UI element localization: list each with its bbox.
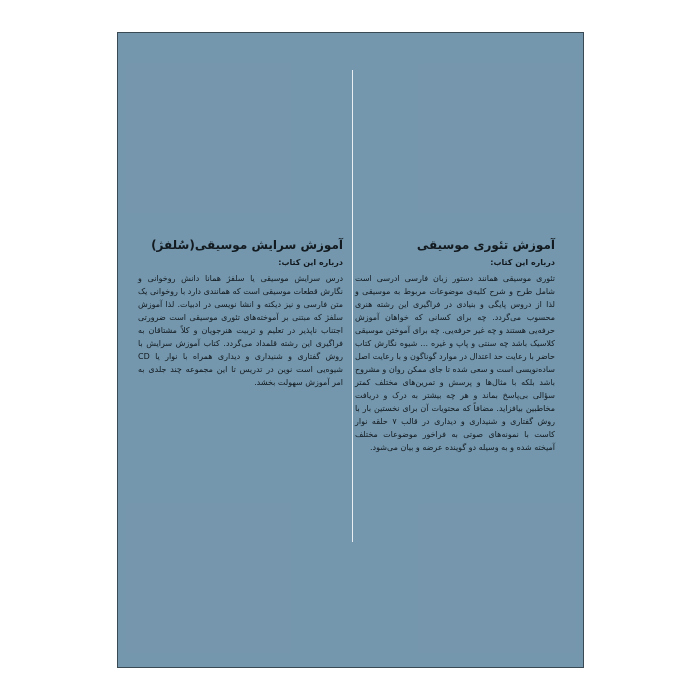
theory-book-section bbox=[355, 238, 555, 454]
background-panel bbox=[126, 63, 291, 213]
solfege-book-section bbox=[138, 238, 343, 389]
theory-book-description: تئوری موسیقی همانند دستور زبان فارسی ادرسی است شامل طرح و شرح کلیه‌ی موضوعات مربوط به موسیقی و لذا از دروس پایگی و بنیادی در فراگیری این رشته هنری محسوب می‌گردد. چه برای کسانی که خواهان آموزش حرفه‌یی هستند و چه غیر حرفه‌یی. چه برای آموختن موسیقی کلاسیک باشد چه سنتی و پاپ و غیره ... شیوه نگارش کتاب حاضر با رعایت حد اعتدال در موارد گوناگون و با رعایت اصل ساده‌نویسی است و سعی شده تا جای ممکن روان و مشروح باشد بلکه با مثال‌ها و پرسش و تمرین‌های مختلف کمتر سؤالی بی‌پاسخ بماند و هر چه بیشتر به درک و دریافت مخاطبین بیافزاید. مضافاً که محتویات آن برای نخستین بار با روش گفتاری و شنیداری و دیداری در قالب ۷ حلقه نوار کاست با نمونه‌های صوتی به فراخور موضوعات مختلف آمیخته شده و به وسیله دو گوینده عرضه و بیان می‌شود. bbox=[355, 274, 555, 452]
book-back-cover bbox=[117, 32, 584, 668]
background-panel bbox=[418, 503, 576, 653]
background-panel bbox=[418, 63, 576, 213]
solfege-book-title: آموزش سرایش موسیقی(سُلفژ) bbox=[151, 238, 343, 252]
solfege-book-subtitle: درباره این کتاب: bbox=[278, 258, 343, 267]
column-divider bbox=[352, 70, 353, 542]
background-panel bbox=[126, 503, 291, 653]
theory-book-title: آموزش تئوری موسیقی bbox=[416, 238, 555, 252]
solfege-book-description: درس سرایش موسیقی یا سلفژ همانا دانش روخوانی و نگارش قطعات موسیقی است که همانندی دارد با روخوانی یک متن فارسی و نیز دیکته و انشا نویسی در ادبیات. لذا آموزش سلفژ که مبتنی بر آموخته‌های تئوری موسیقی است ضرورتی اجتناب ناپذیر در تعلیم و تربیت هنرجویان و کلاً مشتاقان به فراگیری این رشته قلمداد می‌گردد. کتاب آموزش سرایش با روش گفتاری و شنیداری و دیداری همراه با نوار یا CD شیوه‌یی است نوین در تدریس تا این مجموعه چند جلدی به امر آموزش سهولت بخشد. bbox=[138, 274, 343, 387]
theory-book-subtitle: درباره این کتاب: bbox=[490, 258, 555, 267]
